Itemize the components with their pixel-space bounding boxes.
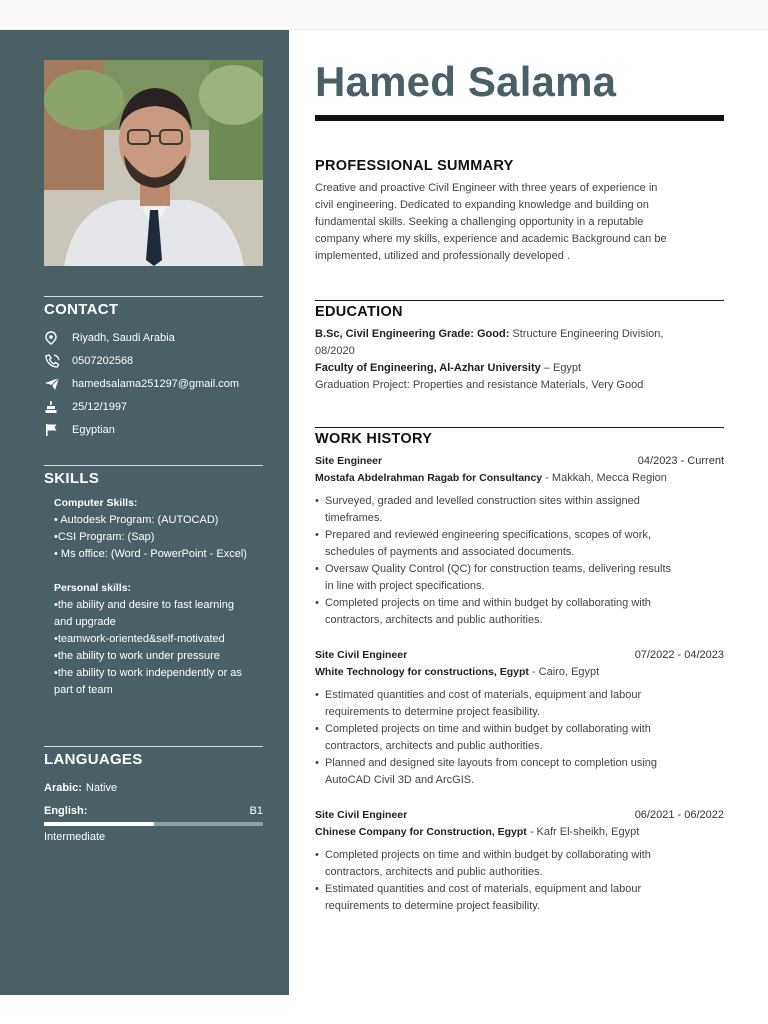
- education-section: [315, 300, 724, 394]
- work-section: [315, 427, 724, 915]
- education-date: 08/2020: [315, 345, 355, 357]
- job-location: - Kafr El-sheikh, Egypt: [526, 826, 640, 838]
- job-bullets: [315, 847, 724, 915]
- flag-icon: [44, 423, 72, 437]
- skill-item: •the ability and desire to fast learning: [54, 599, 234, 611]
- job-dates: 04/2023 - Current: [637, 455, 724, 467]
- job-entry: [315, 453, 724, 629]
- section-divider: [44, 746, 263, 747]
- education-degree: [315, 326, 724, 343]
- page-top-margin: [0, 0, 768, 30]
- contact-location-text: Riyadh, Saudi Arabia: [72, 331, 175, 344]
- job-bullet: • Oversaw Quality Control (QC) for construction teams, delivering results in line with project specifications.: [315, 561, 724, 595]
- sidebar: [0, 30, 289, 995]
- job-role: Site Civil Engineer: [315, 809, 408, 821]
- languages-section: [44, 746, 263, 843]
- job-location: - Makkah, Mecca Region: [542, 472, 667, 484]
- phone-icon: [44, 354, 72, 368]
- profile-photo: [44, 60, 263, 266]
- contact-nationality: [44, 418, 263, 441]
- personal-skills-heading: Personal skills:: [54, 582, 132, 594]
- job-role: Site Engineer: [315, 455, 383, 467]
- language-english-level: Intermediate: [44, 831, 106, 843]
- language-english-label: English:: [44, 804, 88, 817]
- skill-item: •teamwork-oriented&self-motivated: [54, 633, 225, 645]
- job-dates: 06/2021 - 06/2022: [634, 809, 724, 821]
- job-role: Site Civil Engineer: [315, 649, 408, 661]
- section-divider: [315, 300, 724, 301]
- skill-item: •CSI Program: (Sap): [54, 531, 155, 543]
- skills-section: [44, 465, 263, 699]
- summary-section: [315, 158, 724, 265]
- skill-item: •the ability to work independently or as: [54, 667, 242, 679]
- contact-section: [44, 296, 263, 441]
- send-icon: [44, 377, 72, 391]
- education-details: [315, 326, 724, 394]
- job-bullets: [315, 687, 724, 789]
- contact-birthdate: [44, 395, 263, 418]
- computer-skills-heading: Computer Skills:: [54, 497, 138, 509]
- location-pin-icon: [44, 331, 72, 345]
- job-entry: [315, 647, 724, 789]
- contact-email-text[interactable]: hamedsalama251297@gmail.com: [72, 377, 240, 390]
- job-entry: [315, 807, 724, 915]
- job-bullet: • Completed projects on time and within budget by collaborating with contractors, architects and public authorities.: [315, 595, 724, 629]
- language-english-bar: [44, 822, 263, 826]
- job-company: White Technology for constructions, Egypt: [315, 666, 529, 678]
- profile-photo-drawing: [44, 60, 263, 266]
- education-degree-division: Structure Engineering Division,: [509, 328, 664, 340]
- skill-item: • Ms office: (Word - PowerPoint - Excel): [54, 548, 247, 560]
- summary-line: civil engineering. Dedicated to expanding knowledge and building on: [315, 199, 649, 211]
- summary-line: Creative and proactive Civil Engineer with three years of experience in: [315, 182, 658, 194]
- education-title: EDUCATION: [315, 304, 403, 320]
- job-bullet: • Estimated quantities and cost of materials, equipment and labour requirements to determine project feasibility.: [315, 881, 724, 915]
- section-divider: [44, 465, 263, 466]
- skill-item: •the ability to work under pressure: [54, 650, 220, 662]
- job-location: - Cairo, Egypt: [528, 666, 600, 678]
- contact-email: [44, 372, 263, 395]
- language-arabic-label: Arabic:: [44, 781, 82, 794]
- name-underline: [315, 115, 724, 121]
- language-english: [44, 799, 263, 822]
- contact-birthdate-text: 25/12/1997: [72, 400, 128, 413]
- language-arabic: [44, 776, 263, 799]
- language-arabic-level: Native: [85, 781, 118, 794]
- education-faculty: [315, 360, 724, 377]
- job-bullet: • Completed projects on time and within budget by collaborating with contractors, architects and public authorities.: [315, 721, 724, 755]
- education-degree-title: B.Sc, Civil Engineering Grade: Good:: [315, 328, 510, 340]
- language-english-bar-fill: [44, 822, 154, 826]
- education-faculty-name: Faculty of Engineering, Al-Azhar University: [315, 362, 541, 374]
- skill-item: • Autodesk Program: (AUTOCAD): [54, 514, 219, 526]
- job-company: Chinese Company for Construction, Egypt: [315, 826, 527, 838]
- job-company: Mostafa Abdelrahman Ragab for Consultancy: [315, 472, 543, 484]
- summary-title: PROFESSIONAL SUMMARY: [315, 158, 514, 174]
- candidate-name: Hamed Salama: [315, 58, 617, 105]
- contact-title: CONTACT: [44, 301, 119, 318]
- job-bullet: • Estimated quantities and cost of materials, equipment and labour requirements to determine project feasibility.: [315, 687, 724, 721]
- section-divider: [44, 296, 263, 297]
- job-bullets: [315, 493, 724, 629]
- job-bullet: • Completed projects on time and within budget by collaborating with contractors, architects and public authorities.: [315, 847, 724, 881]
- contact-phone-text: 0507202568: [72, 354, 134, 367]
- contact-nationality-text: Egyptian: [72, 423, 115, 436]
- summary-line: fundamental skills. Seeking a challenging opportunity in a reputable: [315, 216, 644, 228]
- education-project: Graduation Project: Properties and resistance Materials, Very Good: [315, 379, 644, 391]
- skill-item: and upgrade: [54, 616, 116, 628]
- skills-list: [44, 495, 263, 699]
- skills-title: SKILLS: [44, 470, 100, 487]
- job-bullet: • Planned and designed site layouts from concept to completion using AutoCAD Civil 3D and ArcGIS.: [315, 755, 724, 789]
- job-dates: 07/2022 - 04/2023: [634, 649, 724, 661]
- job-bullet: • Surveyed, graded and levelled construction sites within assigned timeframes.: [315, 493, 724, 527]
- languages-title: LANGUAGES: [44, 751, 143, 768]
- skill-item: part of team: [54, 684, 113, 696]
- education-faculty-country: – Egypt: [540, 362, 582, 374]
- section-divider: [315, 427, 724, 428]
- contact-location: [44, 326, 263, 349]
- work-title: WORK HISTORY: [315, 431, 433, 447]
- cake-icon: [44, 400, 72, 414]
- summary-line: company where my skills, experience and academic Background can be: [315, 233, 667, 245]
- job-bullet: • Prepared and reviewed engineering specifications, scopes of work, schedules of payments and associated documents.: [315, 527, 724, 561]
- summary-line: implemented, utilized and professionally developed .: [315, 250, 570, 262]
- language-english-code: B1: [249, 804, 263, 817]
- contact-phone: [44, 349, 263, 372]
- summary-text: [315, 180, 724, 265]
